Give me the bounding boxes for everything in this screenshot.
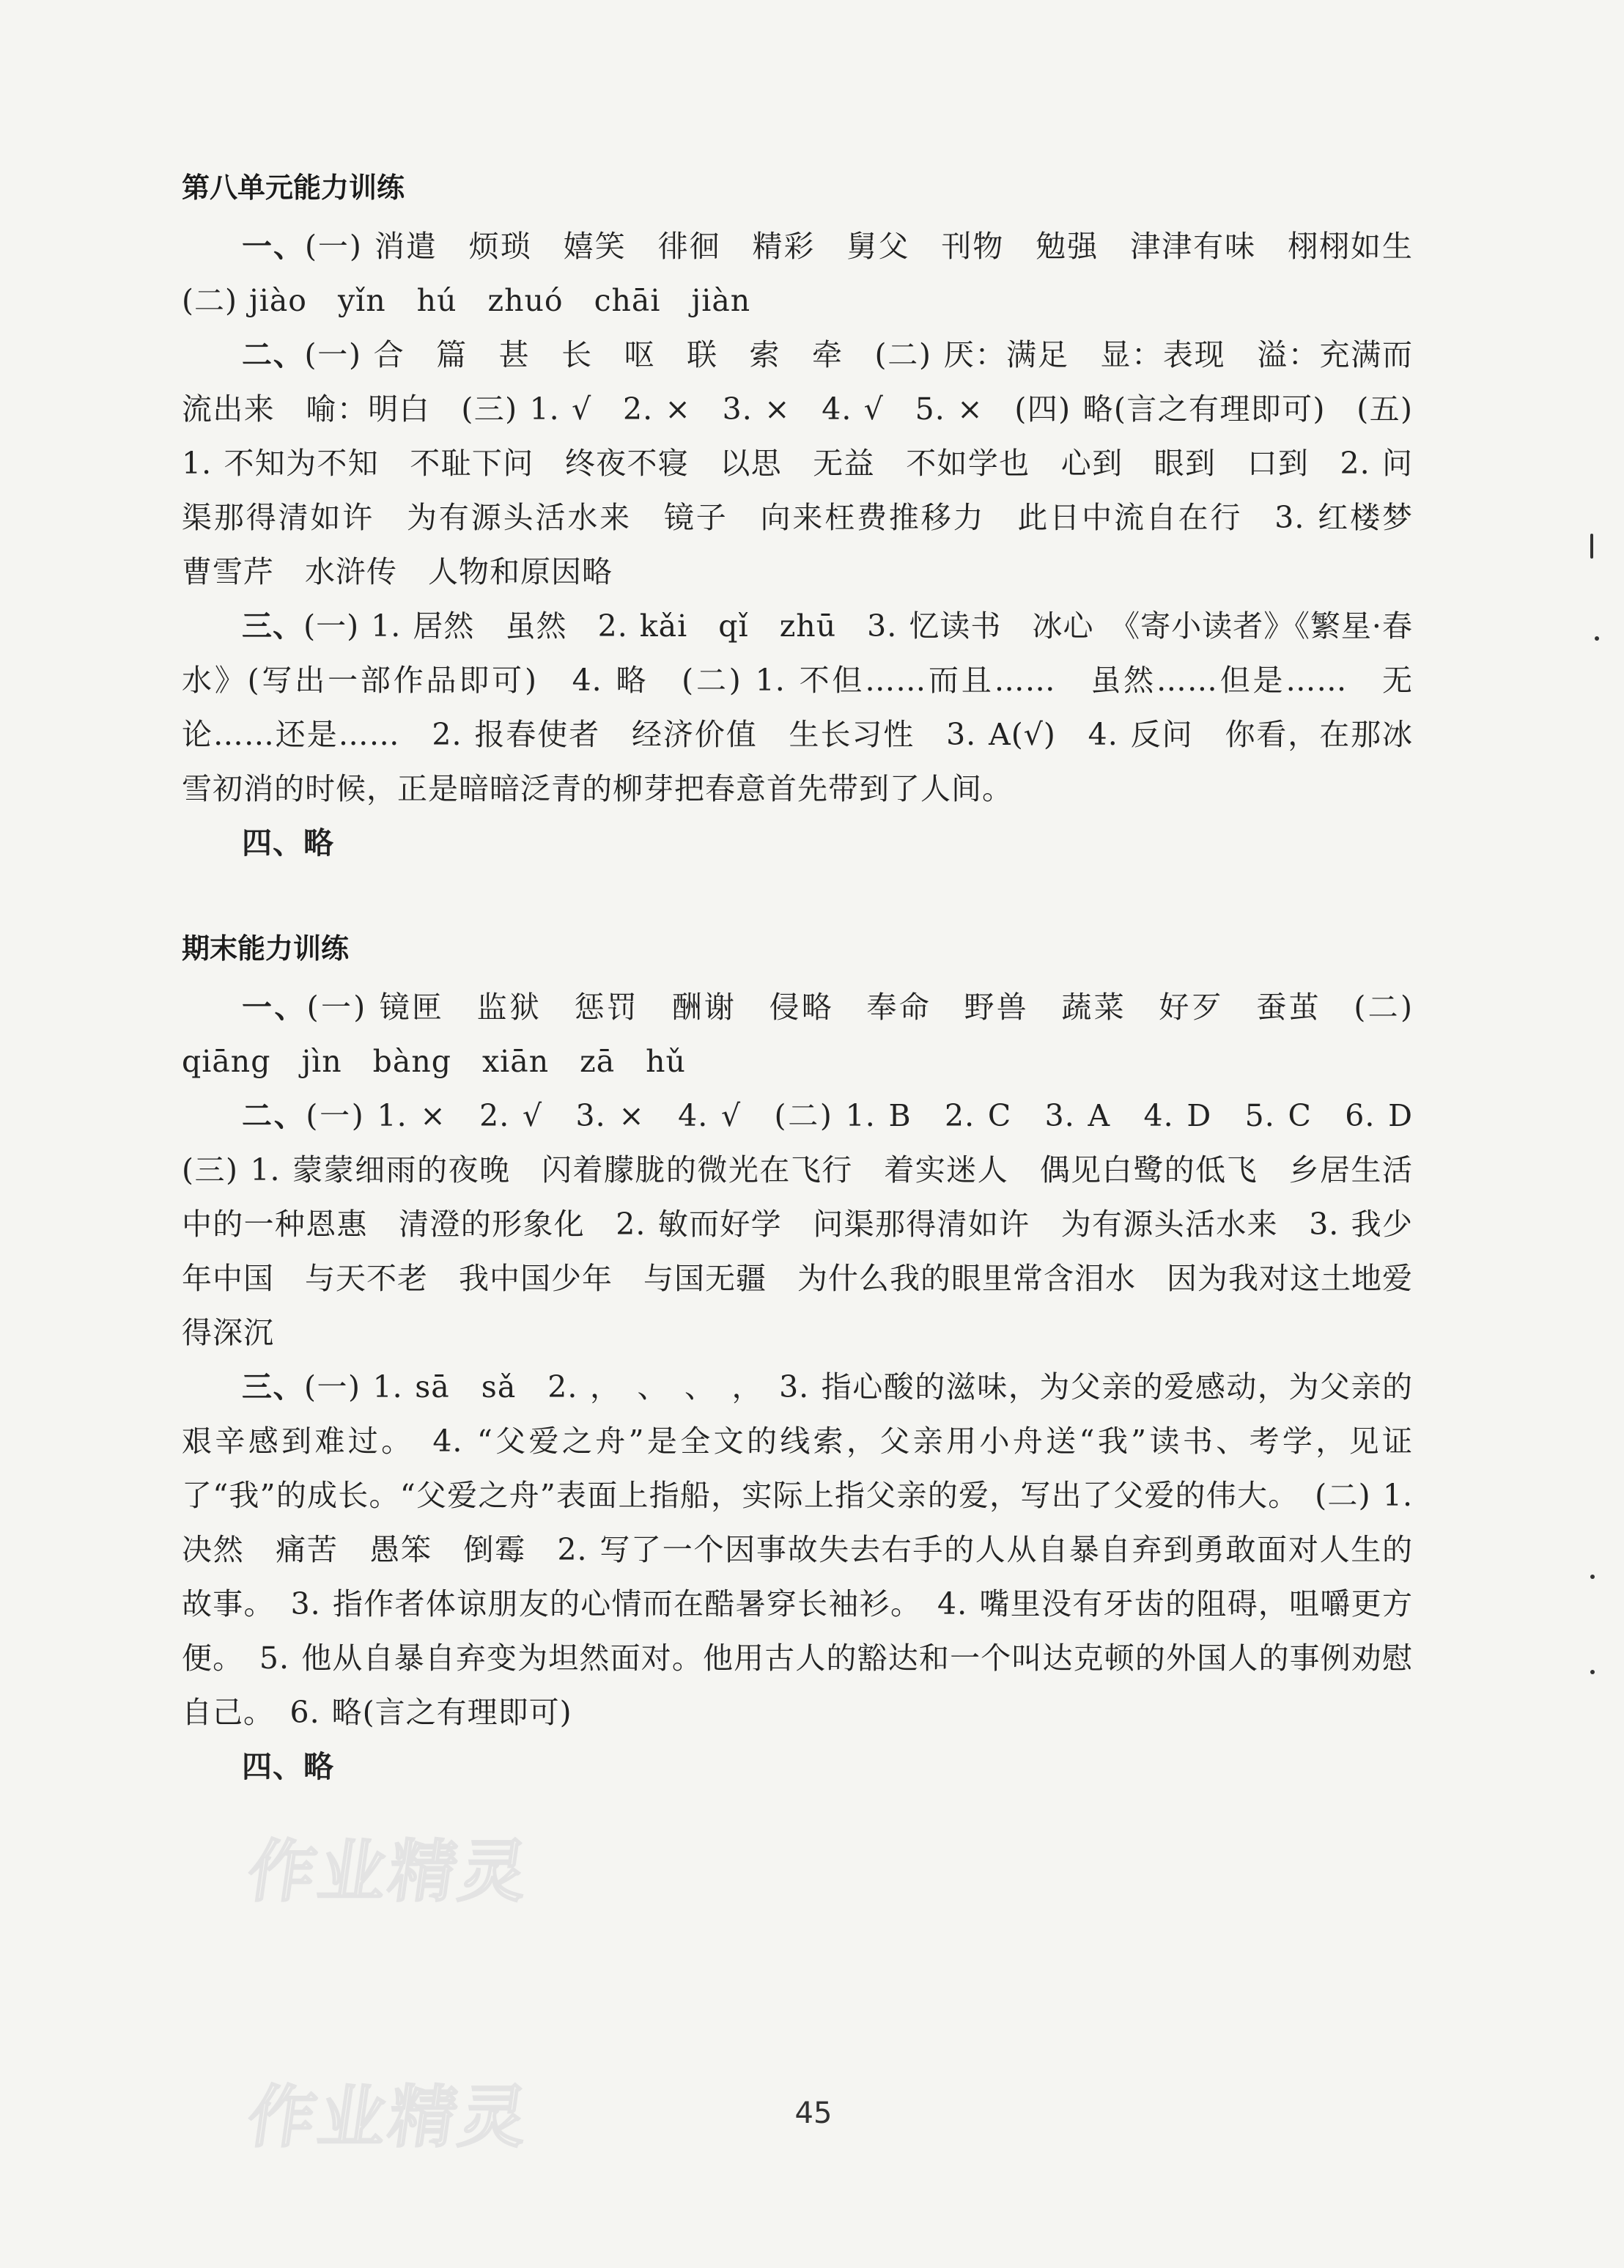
paragraph-lead: 三、 xyxy=(242,608,304,644)
answer-paragraph-2 xyxy=(182,328,1444,599)
paragraph-text: (一) 1. sā sǎ 2. ， 、 、 ， 3. 指心酸的滋味，为父亲的爱感动，为父亲的艰辛感到难过。 4. “父爱之舟”是全文的线索，父亲用小舟送“我”读书、考学，见证了“我”的成长。“父爱之舟”表面上指船，实际上指父亲的爱，写出了父爱的伟大。 (二) 1. 决然 痛苦 愚笨 倒霉 2. 写了一个因事故失去右手的人从自暴自弃到勇敢面对人生的故事。 3. 指作者体谅朋友的心情而在酷暑穿长袖衫。 4. 嘴里没有牙齿的阻碍，咀嚼更方便。 5. 他从自暴自弃变为坦然面对。他用古人的豁达和一个叫达克顿的外国人的事例劝慰自己。 6. 略(言之有理即可) xyxy=(182,1369,1413,1731)
answer-paragraph-1 xyxy=(182,219,1444,328)
paragraph-text: (一) 镜匣 监狱 惩罚 酬谢 侵略 奉命 野兽 蔬菜 好歹 蚕茧 (二) qiāng jìn bàng xiān zā hǔ xyxy=(182,990,1414,1080)
watermark: 作业精灵 xyxy=(243,1833,536,1911)
section-final-training xyxy=(182,931,1444,1794)
answer-paragraph-4 xyxy=(182,816,1413,870)
watermark: 作业精灵 xyxy=(243,2078,536,2157)
paragraph-text: 略 xyxy=(303,825,334,861)
answer-paragraph-3 xyxy=(182,1360,1413,1739)
paragraph-lead: 四、 xyxy=(242,825,303,861)
paragraph-text: (一) 1. × 2. √ 3. × 4. √ (二) 1. B 2. C 3. A 4. D 5. C 6. D (三) 1. 蒙蒙细雨的夜晚 闪着朦胧的微光在飞行 着实迷人 偶见白鹭的低飞 乡居生活中的一种恩惠 清澄的形象化 2. 敏而好学 问渠那得清如许 为有源头活水来 3. 我少年中国 与天不老 我中国少年 与国无疆 为什么我的眼里常含泪水 因为我对这土地爱得深沉 xyxy=(182,1098,1444,1351)
answer-paragraph-2 xyxy=(182,1089,1444,1360)
answer-paragraph-3 xyxy=(182,599,1413,816)
paragraph-text: (一) 消遣 烦琐 嬉笑 徘徊 精彩 舅父 刊物 勉强 津津有味 栩栩如生 (二) jiào yǐn hú zhuó chāi jiàn xyxy=(182,229,1444,319)
answer-paragraph-1 xyxy=(182,980,1413,1089)
paragraph-lead: 二、 xyxy=(242,337,305,373)
section-title: 期末能力训练 xyxy=(182,932,350,965)
paragraph-lead: 三、 xyxy=(242,1369,305,1405)
paragraph-lead: 一、 xyxy=(242,229,305,265)
paragraph-lead: 一、 xyxy=(242,990,307,1026)
page-number: 45 xyxy=(794,2096,833,2130)
answer-paragraph-4 xyxy=(182,1739,1413,1794)
scan-speck xyxy=(1590,1670,1595,1674)
scan-speck xyxy=(1590,1575,1595,1579)
paragraph-lead: 四、 xyxy=(242,1749,303,1785)
paragraph-text: (一) 合 篇 甚 长 呕 联 索 牵 (二) 厌：满足 显：表现 溢：充满而流出来 喻：明白 (三) 1. √ 2. × 3. × 4. √ 5. × (四) 略(言之有理即可) (五) 1. 不知为不知 不耻下问 终夜不寝 以思 无益 不如学也 心到 眼到 口到 2. 问渠那得清如许 为有源头活水来 镜子 向来枉费推移力 此日中流自在行 3. 红楼梦 曹雪芹 水浒传 人物和原因略 xyxy=(182,337,1444,590)
paragraph-lead: 二、 xyxy=(242,1098,306,1134)
scan-speck xyxy=(1590,534,1593,559)
section-title: 第八单元能力训练 xyxy=(182,172,405,204)
section-unit8-training xyxy=(182,170,1444,870)
scan-speck xyxy=(1595,636,1599,641)
paragraph-text: (一) 1. 居然 虽然 2. kǎi qǐ zhū 3. 忆读书 冰心 《寄小读者》《繁星·春水》(写出一部作品即可) 4. 略 (二) 1. 不但……而且…… 虽然……但是…… 无论……还是…… 2. 报春使者 经济价值 生长习性 3. A(√) 4. 反问 你看，在那冰雪初消的时候，正是暗暗泛青的柳芽把春意首先带到了人间。 xyxy=(182,608,1413,807)
paragraph-text: 略 xyxy=(303,1749,334,1785)
